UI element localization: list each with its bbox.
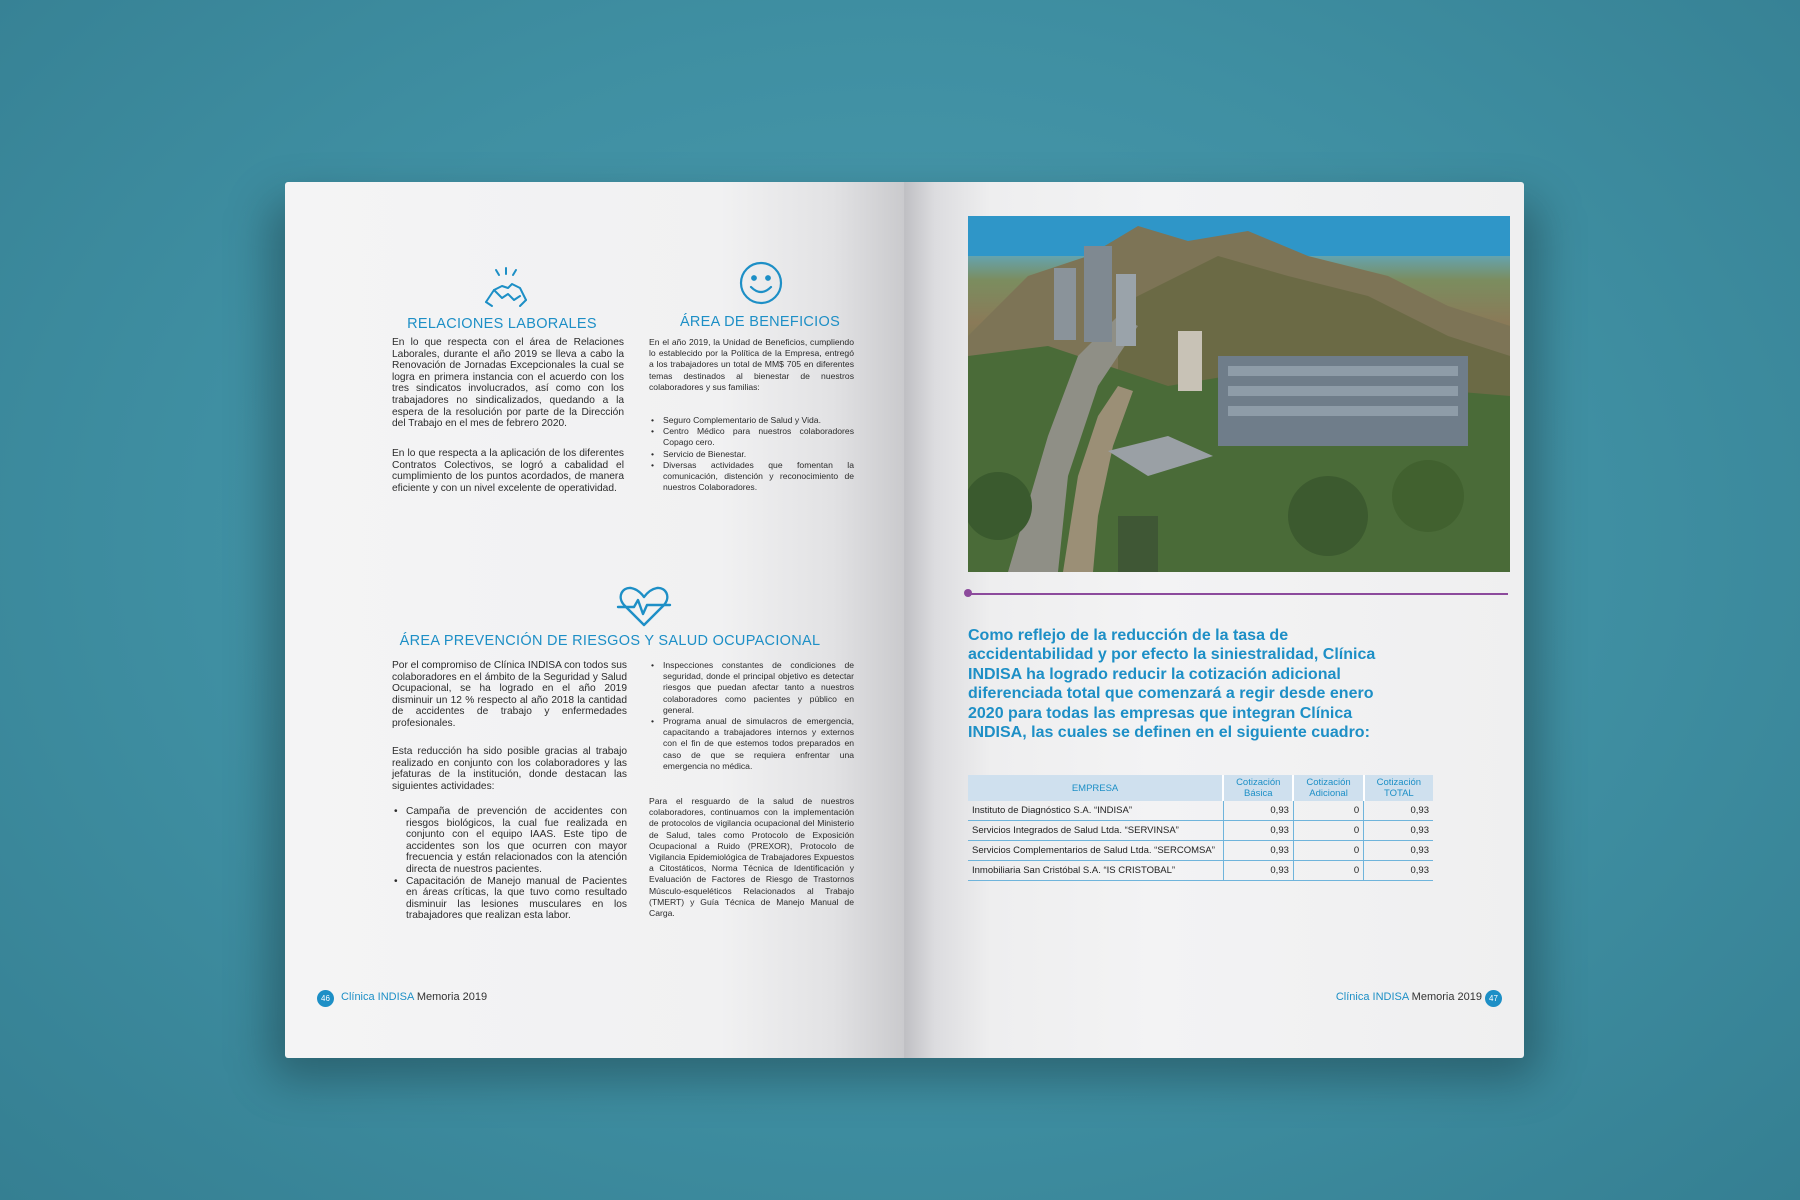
table-row — [968, 821, 1433, 841]
table-cell: Instituto de Diagnóstico S.A. “INDISA” — [968, 801, 1223, 821]
table-header-row — [968, 775, 1433, 801]
table-cell: 0 — [1293, 801, 1363, 821]
table-cell: 0 — [1293, 861, 1363, 881]
header-total: Cotización TOTAL — [1364, 775, 1433, 801]
table-row — [968, 861, 1433, 881]
smiley-icon — [738, 260, 784, 306]
list-item: • Centro Médico para nuestros colaboradores Copago cero. — [649, 426, 854, 448]
list-item: • Diversas actividades que fomentan la comunicación, distención y reconocimiento de nuestros Colaboradores. — [649, 460, 854, 494]
table-cell: Servicios Integrados de Salud Ltda. “SERVINSA” — [968, 821, 1223, 841]
left-page — [285, 182, 907, 1058]
beneficios-list — [649, 415, 854, 493]
riesgos-paragraph-1: Por el compromiso de Clínica INDISA con todos sus colaboradores en el ámbito de la Seguridad y Salud Ocupacional, se ha logrado en el año 2019 disminuir un 12 % respecto al año 2018 la cantidad de accidentes de trabajo y enfermedades profesionales. — [392, 660, 627, 729]
footer-brand — [1336, 991, 1482, 1003]
page-number: 47 — [1485, 990, 1502, 1007]
table-cell: 0,93 — [1223, 821, 1293, 841]
beneficios-title: ÁREA DE BENEFICIOS — [679, 314, 841, 330]
table-row — [968, 801, 1433, 821]
table-cell: 0,93 — [1223, 841, 1293, 861]
clinic-aerial-photo — [968, 216, 1510, 572]
cotizacion-table — [968, 775, 1433, 881]
header-adicional: Cotización Adicional — [1293, 775, 1363, 801]
list-item: • Inspecciones constantes de condiciones de seguridad, donde el principal objetivo es detectar riesgos que puedan afectar tanto a nuestros colaboradores como pacientes y público en general. — [649, 660, 854, 716]
table-cell: 0 — [1293, 841, 1363, 861]
footer-label: Memoria 2019 — [1411, 991, 1482, 1003]
footer-brand-name: Clínica INDISA — [341, 991, 414, 1003]
relaciones-paragraph-2: En lo que respecta a la aplicación de los diferentes Contratos Colectivos, se logró a cabalidad el cumplimiento de los puntos acordados, de manera eficiente y con un nivel excelente de operatividad. — [392, 448, 624, 494]
riesgos-title: ÁREA PREVENCIÓN DE RIESGOS Y SALUD OCUPACIONAL — [399, 633, 821, 649]
list-item: • Campaña de prevención de accidentes con riesgos biológicos, la cual fue realizada en conjunto con el equipo IAAS. Este tipo de accidentes son los que ocurren con mayor frecuencia y están relacionados con la atención directa de nuestros pacientes. — [392, 806, 627, 876]
relaciones-title: RELACIONES LABORALES — [407, 316, 597, 332]
highlight-text: Como reflejo de la reducción de la tasa de accidentabilidad y por efecto la siniestralidad, Clínica INDISA ha logrado reducir la cotización adicional diferenciada total que comenzará a regir desde enero 2020 para todas las empresas que integran Clínica INDISA, las cuales se definen en el siguiente cuadro: — [968, 627, 1376, 742]
table-cell: 0,93 — [1223, 801, 1293, 821]
list-item: • Programa anual de simulacros de emergencia, capacitando a trabajadores internos y externos con el fin de que estemos todos preparados en caso de que se requiera enfrentar una emergencia no médica. — [649, 716, 854, 772]
header-basica: Cotización Básica — [1223, 775, 1293, 801]
table-row — [968, 841, 1433, 861]
riesgos-list-right — [649, 660, 854, 772]
relaciones-paragraph-1: En lo que respecta con el área de Relaciones Laborales, durante el año 2019 se lleva a cabo la Renovación de Jornadas Excepcionales la cual se logra en primera instancia con el acuerdo con los tres sindicatos involucrados, así como con los trabajadores no sindicalizados, quedando a la espera de la resolución por parte de la Dirección del Trabajo en el mes de febrero 2020. — [392, 337, 624, 430]
handshake-icon — [482, 266, 530, 310]
heart-pulse-icon — [616, 585, 672, 629]
riesgos-paragraph-2: Esta reducción ha sido posible gracias al trabajo realizado en conjunto con los colaboradores y las jefaturas de la institución, donde destacan las siguientes actividades: — [392, 746, 627, 792]
footer-brand — [341, 991, 487, 1003]
timeline-line — [968, 593, 1508, 595]
riesgos-list-left — [392, 806, 627, 922]
right-page — [904, 182, 1524, 1058]
table-cell: 0,93 — [1364, 821, 1433, 841]
footer-label: Memoria 2019 — [416, 991, 488, 1003]
page-number: 46 — [317, 990, 334, 1007]
list-item: • Servicio de Bienestar. — [649, 449, 854, 460]
riesgos-paragraph-3: Para el resguardo de la salud de nuestros colaboradores, continuamos con la implementación de protocolos de vigilancia ocupacional del Ministerio de Salud, tales como Protocolo de Exposición Ocupacional a Ruido (PREXOR), Protocolo de Vigilancia Epidemiológica de Trabajadores Expuestos a Citostáticos, Norma Técnica de Identificación y Evaluación de Factores de Riesgo de Trastornos Músculo-esqueléticos Relacionados al Trabajo (TMERT) y Guía Técnica de Manejo Manual de Carga. — [649, 796, 854, 919]
footer-brand-name: Clínica INDISA — [1335, 991, 1409, 1003]
table-cell: 0,93 — [1364, 861, 1433, 881]
table-cell: 0 — [1293, 821, 1363, 841]
table-cell: 0,93 — [1364, 801, 1433, 821]
list-item: • Capacitación de Manejo manual de Pacientes en áreas críticas, la que tuvo como resultado disminuir las lesiones musculares en los trabajadores que realizan esta labor. — [392, 876, 627, 922]
table-cell: 0,93 — [1364, 841, 1433, 861]
beneficios-paragraph: En el año 2019, la Unidad de Beneficios, cumpliendo lo establecido por la Política de la Empresa, entregó a los trabajadores un total de MM$ 705 en diferentes temas destinados al bienestar de nuestros colaboradores y sus familias: — [649, 337, 854, 392]
table-cell: Servicios Complementarios de Salud Ltda. “SERCOMSA” — [968, 841, 1223, 861]
table-cell: Inmobiliaria San Cristóbal S.A. “IS CRISTOBAL” — [968, 861, 1223, 881]
header-empresa: EMPRESA — [968, 775, 1223, 801]
table-cell: 0,93 — [1223, 861, 1293, 881]
list-item: • Seguro Complementario de Salud y Vida. — [649, 415, 854, 426]
